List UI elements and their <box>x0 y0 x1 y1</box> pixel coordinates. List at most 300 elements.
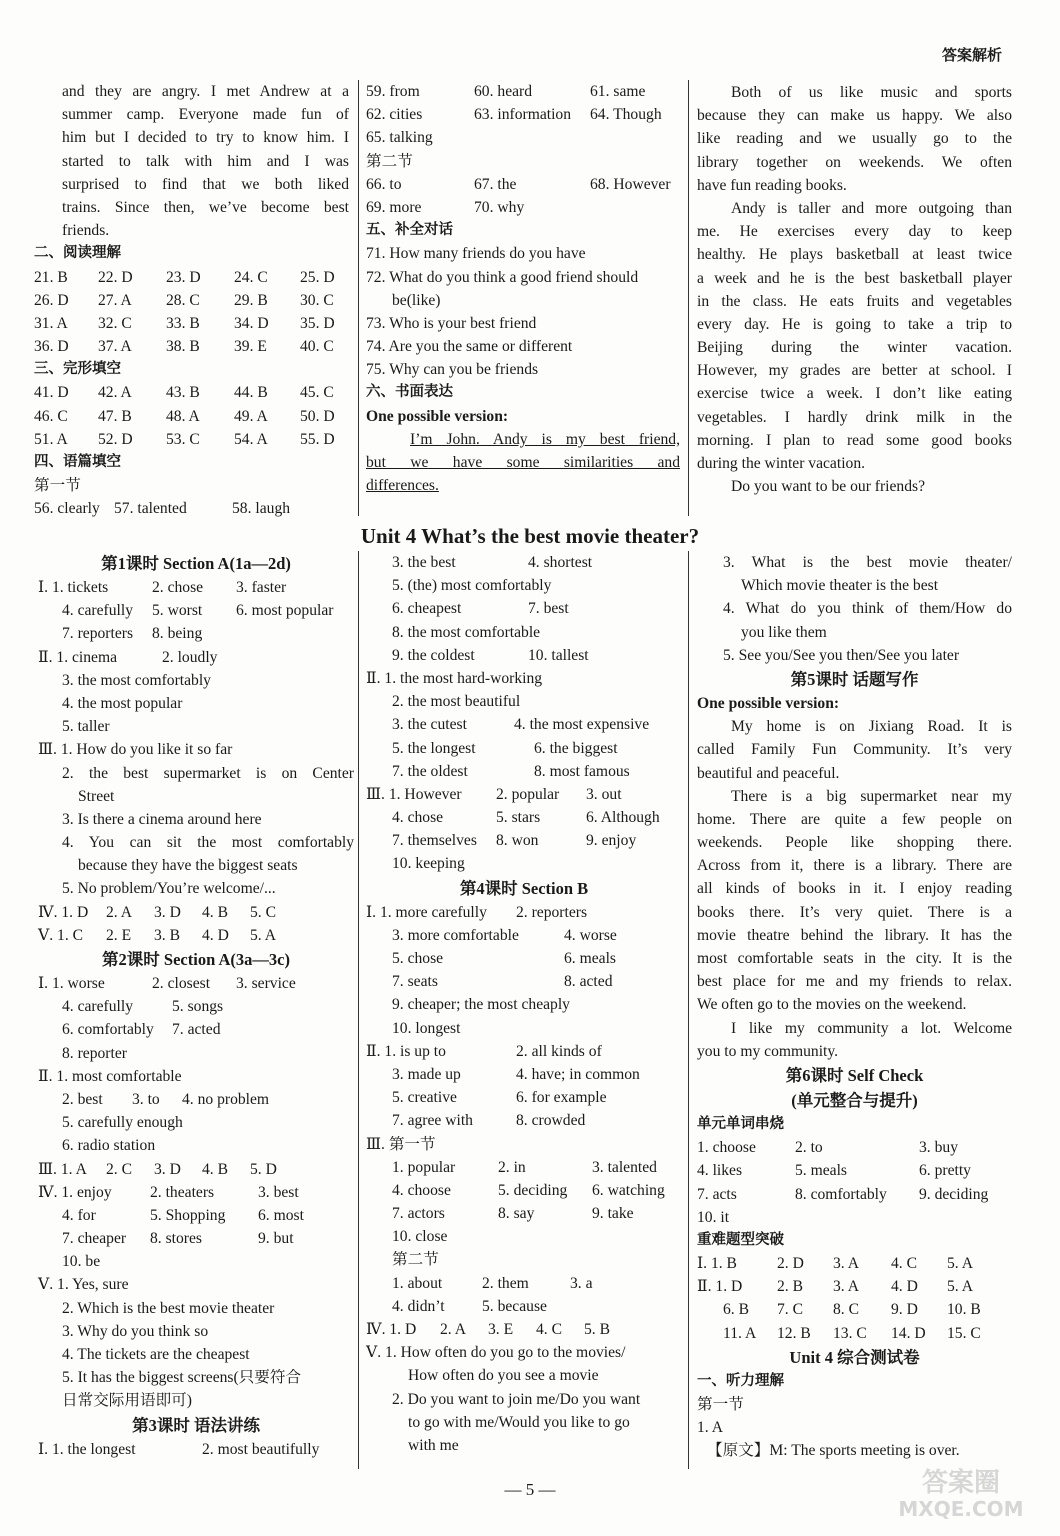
answer: 2. popular <box>496 785 560 803</box>
answer: 9. enjoy <box>586 832 637 850</box>
answer: 2. B <box>777 1278 803 1296</box>
answer: 29. B <box>234 291 268 309</box>
lesson-heading: 第4课时 Section B <box>459 878 589 898</box>
answer: 6. most <box>258 1206 304 1224</box>
lesson-column-3 <box>697 551 1012 1463</box>
answer-row <box>38 1438 354 1461</box>
answer: 10. it <box>697 1208 730 1226</box>
answer: 4. B <box>202 1160 228 1178</box>
answer: 1. popular <box>392 1158 456 1176</box>
answer: 22. D <box>98 268 133 286</box>
answer-row <box>697 1252 1012 1275</box>
answer: 2. A <box>440 1321 466 1338</box>
answer: 71. How many friends do you have <box>366 245 586 263</box>
answer: 5. Shopping <box>150 1206 226 1224</box>
text-line: started to talk with him and I was <box>62 152 349 170</box>
answer-row <box>366 901 682 924</box>
answer-row <box>38 995 354 1018</box>
answer: 3. the best <box>392 554 456 571</box>
lesson-heading: 第3课时 语法讲练 <box>132 1415 260 1435</box>
answer-row <box>366 737 682 760</box>
answer: 8. being <box>152 625 203 643</box>
answer: 2. in <box>498 1158 526 1176</box>
lesson-column-1 <box>38 551 354 1461</box>
answer: 42. A <box>98 384 132 402</box>
text-line: me. He exercises every day to keep <box>697 223 1012 241</box>
answer: 4. didn’t <box>392 1297 445 1315</box>
sub-heading: 第二节 <box>366 152 413 170</box>
answer: 3. more comfortable <box>392 926 519 944</box>
answer: 33. B <box>166 314 200 332</box>
answer: Ⅰ. 1. tickets <box>38 579 109 596</box>
answer: 40. C <box>300 338 334 356</box>
answer: 3. buy <box>919 1139 958 1157</box>
answer: 3. service <box>236 975 296 992</box>
text-line: summer camp. Everyone made fun of <box>62 106 349 124</box>
answer: Ⅴ. 1. How often do you go to the movies/ <box>366 1344 626 1362</box>
answer-row <box>38 901 354 924</box>
answer: 63. information <box>474 106 572 124</box>
answer: 2. chose <box>152 579 204 596</box>
answer-row <box>366 1179 682 1202</box>
answer: 7. acted <box>172 1021 221 1039</box>
transcript-line: 【原文】M: The sports meeting is over. <box>707 1442 960 1460</box>
essay-line: called Family Fun Community. It’s very <box>697 741 1012 759</box>
text-line: like reading and we usually go to the <box>697 130 1012 148</box>
answer: 65. talking <box>366 129 433 147</box>
essay-line: differences. <box>366 477 439 495</box>
answer: 74. Are you the same or different <box>366 338 573 356</box>
text-line: every day. He is going to take a trip to <box>697 315 1012 333</box>
essay-line: weekends. People like shopping there. <box>697 834 1012 852</box>
section-heading: 一、听力理解 <box>697 1372 784 1389</box>
answer: 4. for <box>62 1206 96 1224</box>
unit-title: Unit 4 What’s the best movie theater? <box>360 524 700 548</box>
essay-line: you to my community. <box>697 1042 839 1060</box>
column-divider <box>358 80 359 516</box>
answer-row <box>366 1202 682 1225</box>
answer: 3. a <box>570 1274 593 1292</box>
answer: 4. no problem <box>182 1090 270 1108</box>
answer: 4. C <box>536 1321 562 1338</box>
answer: 7. seats <box>392 973 438 991</box>
answer: 4. likes <box>697 1162 743 1180</box>
answer-row <box>38 576 354 599</box>
answer: 59. from <box>366 83 420 100</box>
answer: 4. D <box>891 1278 918 1296</box>
answer: 5. (the) most comfortably <box>392 577 552 595</box>
answer-row <box>366 196 680 219</box>
page-number: — 5 — <box>504 1480 556 1499</box>
answer-row <box>366 597 682 620</box>
answer-row <box>38 1088 354 1111</box>
answer: 21. B <box>34 268 68 286</box>
answer-row <box>38 622 354 645</box>
text-line: Andy is taller and more outgoing than <box>731 199 1012 217</box>
section-heading: 四、语篇填空 <box>34 454 121 470</box>
answer: 45. C <box>300 384 334 402</box>
lesson-heading: 第5课时 话题写作 <box>790 669 919 689</box>
answer-row <box>366 783 682 806</box>
answer: 28. C <box>166 291 200 309</box>
text-line: friends. <box>62 222 110 240</box>
answer: 10. keeping <box>392 855 465 873</box>
answer: 75. Why can you be friends <box>366 361 539 379</box>
version-label: One possible version: <box>697 694 840 712</box>
answer-row <box>38 1204 354 1227</box>
answer: 3. faster <box>236 579 287 596</box>
essay-line: We often go to the movies on the weekend. <box>697 996 967 1014</box>
answer: 37. A <box>98 338 132 356</box>
answer: 9. but <box>258 1230 294 1248</box>
answer: How often do you see a movie <box>408 1367 599 1385</box>
answer-row <box>366 103 680 126</box>
section-heading: 二、阅读理解 <box>34 245 121 262</box>
answer: 23. D <box>166 268 201 286</box>
answer: 24. C <box>234 268 268 286</box>
answer: Ⅱ. 1. D <box>697 1278 743 1296</box>
answer: 43. B <box>166 384 200 402</box>
answer: 50. D <box>300 407 335 425</box>
answer: 12. B <box>777 1324 811 1342</box>
column-divider <box>688 80 689 516</box>
answer: 8. acted <box>564 973 613 991</box>
answer: 7. cheaper <box>62 1230 127 1248</box>
answer: Ⅴ. 1. C <box>38 926 84 944</box>
answer: Ⅲ. 1. However <box>366 785 462 803</box>
answer: Ⅴ. 1. Yes, sure <box>38 1276 129 1294</box>
answer: 3. out <box>586 785 622 803</box>
answer: Which movie theater is the best <box>741 577 939 595</box>
answer: 55. D <box>300 430 335 448</box>
section-heading: 单元单词串烧 <box>697 1115 784 1132</box>
answer: 26. D <box>34 291 69 309</box>
answer: because they have the biggest seats <box>78 857 298 875</box>
answer: 11. A <box>723 1324 757 1342</box>
answer: 25. D <box>300 268 335 286</box>
text-line: during the winter vacation. <box>697 455 866 472</box>
answer: 5. C <box>250 903 276 921</box>
answer: 6. B <box>723 1301 749 1319</box>
version-label: One possible version: <box>366 407 509 425</box>
answer: 7. C <box>777 1301 803 1319</box>
essay-line: beautiful and peaceful. <box>697 764 840 782</box>
answer: Ⅰ. 1. worse <box>38 975 105 992</box>
answer: 7. themselves <box>392 832 477 850</box>
answer: Ⅳ. 1. D <box>366 1321 417 1338</box>
essay-line: movie theatre behind the library. It has the <box>697 926 1012 944</box>
answer: 62. cities <box>366 106 423 124</box>
text-line: have fun reading books. <box>697 176 847 194</box>
answer: 2. best <box>62 1090 103 1108</box>
answer: 72. What do you think a good friend should <box>366 268 639 286</box>
answer-row <box>697 1298 1012 1321</box>
lesson-heading: 第1课时 Section A(1a—2d) <box>101 554 291 573</box>
answer-row <box>366 1063 682 1086</box>
answer: 14. D <box>891 1324 926 1342</box>
answer: 1. choose <box>697 1139 756 1157</box>
lesson-subheading: (单元整合与提升) <box>791 1090 918 1110</box>
answer: 8. reporter <box>62 1044 127 1062</box>
answer: 5. the longest <box>392 739 476 757</box>
text-line: Both of us like music and sports <box>731 84 1012 101</box>
answer: 10. be <box>62 1253 101 1271</box>
answer: 5. It has the biggest screens(只要符合 <box>62 1369 302 1387</box>
answer: 9. take <box>592 1205 634 1223</box>
answer: 3. talented <box>592 1158 657 1176</box>
text-line: Do you want to be our friends? <box>731 478 926 496</box>
answer: you like them <box>741 623 827 641</box>
answer: Ⅰ. 1. the longest <box>38 1440 136 1458</box>
answer-row <box>366 760 682 783</box>
answer: 5. A <box>947 1255 973 1273</box>
answer-row <box>34 312 349 335</box>
answer: 8. most famous <box>534 762 630 780</box>
answer: 8. crowded <box>516 1112 586 1130</box>
answer: 5. carefully enough <box>62 1114 183 1132</box>
answer: 56. clearly <box>34 500 100 518</box>
answer: 1. A <box>697 1419 723 1437</box>
answer-row <box>38 924 354 947</box>
answer: Ⅲ. 1. How do you like it so far <box>38 741 233 759</box>
answer: 3. the cutest <box>392 716 467 734</box>
answer-row <box>38 1018 354 1041</box>
text-line: him but I decided to try to know him. I <box>62 129 349 147</box>
section-heading: 五、补全对话 <box>366 222 453 239</box>
answer: to go with me/Would you like to go <box>408 1413 630 1431</box>
answer: 3. A <box>833 1255 859 1273</box>
text-line: healthy. He plays basketball at least twice <box>697 246 1012 264</box>
essay-line: but we have some similarities and <box>366 454 680 471</box>
answer: 64. Though <box>590 106 662 124</box>
answer: 5. B <box>584 1321 610 1338</box>
answer: 48. A <box>166 407 200 425</box>
essay-line: Across from it, there is a library. There are <box>697 857 1012 875</box>
answer: 46. C <box>34 407 68 425</box>
answer: 36. D <box>34 338 69 356</box>
answer: 5. taller <box>62 718 110 736</box>
answer: 6. pretty <box>919 1162 971 1180</box>
answer: 66. to <box>366 175 402 193</box>
answer-row <box>697 1322 1012 1345</box>
section-heading: 六、书面表达 <box>366 384 453 401</box>
answer: 58. laugh <box>232 500 291 518</box>
answer: 日常交际用语即可) <box>62 1392 192 1410</box>
answer: 41. D <box>34 384 69 402</box>
answer-row <box>366 1156 682 1179</box>
answer-row <box>366 947 682 970</box>
answer-row <box>38 1227 354 1250</box>
answer: 2. Which is the best movie theater <box>62 1299 275 1317</box>
answer: 54. A <box>234 430 268 448</box>
answer: 5. songs <box>172 998 224 1016</box>
answer-row <box>366 829 682 852</box>
top-left-column <box>34 80 349 521</box>
answer: 5. deciding <box>498 1181 568 1199</box>
text-line: library together on weekends. We often <box>697 153 1012 171</box>
answer: 2. D <box>777 1255 804 1273</box>
answer: 73. Who is your best friend <box>366 314 537 332</box>
answer: 68. However <box>590 175 671 193</box>
answer-row <box>34 266 349 289</box>
answer: 67. the <box>474 175 517 193</box>
answer: 2. theaters <box>150 1183 215 1201</box>
answer-row <box>366 924 682 947</box>
column-divider <box>688 551 689 1469</box>
answer: 49. A <box>234 407 268 425</box>
answer: 10. close <box>392 1228 448 1246</box>
essay-line: My home is on Jixiang Road. It is <box>731 718 1012 736</box>
answer: 3. E <box>488 1321 514 1338</box>
answer: Ⅲ. 1. A <box>38 1160 87 1178</box>
answer: 5. A <box>947 1278 973 1296</box>
answer: 2. reporters <box>516 903 588 921</box>
answer: Ⅰ. 1. B <box>697 1255 737 1273</box>
answer: 6. comfortably <box>62 1021 154 1039</box>
answer: 69. more <box>366 198 422 216</box>
answer: 5. chose <box>392 950 444 967</box>
answer: 8. comfortably <box>795 1185 887 1203</box>
page-header: 答案解析 <box>941 46 1002 64</box>
answer: 2. most beautifully <box>202 1440 320 1458</box>
answer: 61. same <box>590 83 646 100</box>
answer: 2. E <box>106 926 132 944</box>
text-line: vegetables. I hardly drink milk in the <box>697 408 1012 426</box>
answer: with me <box>408 1436 459 1454</box>
text-line: and they are angry. I met Andrew at a <box>62 83 349 100</box>
answer-row <box>697 1183 1012 1206</box>
text-line: because they can make us happy. We also <box>697 107 1012 125</box>
answer: Ⅳ. 1. D <box>38 903 89 921</box>
watermark-url: MXQE.COM <box>898 1497 1024 1521</box>
answer: 39. E <box>234 338 267 356</box>
sub-heading: 第一节 <box>697 1396 744 1413</box>
answer-row <box>366 806 682 829</box>
top-middle-column <box>366 80 680 497</box>
answer: 1. about <box>392 1274 443 1292</box>
answer: 51. A <box>34 430 68 448</box>
essay-line: best place for me and my friends to relax. <box>697 973 1012 991</box>
answer: 57. talented <box>114 500 187 518</box>
text-line: trains. Since then, we’ve become best <box>62 198 349 216</box>
answer: 6. watching <box>592 1181 665 1199</box>
answer: 5. worst <box>152 602 203 620</box>
answer: 6. radio station <box>62 1137 156 1155</box>
test-heading: Unit 4 综合测试卷 <box>789 1347 920 1367</box>
answer: 4. have; in common <box>516 1065 640 1083</box>
answer: 9. deciding <box>919 1185 989 1203</box>
answer: 3. A <box>833 1278 859 1296</box>
lesson-heading: 第2课时 Section A(3a—3c) <box>102 950 290 969</box>
answer-row <box>366 713 682 736</box>
answer: 70. why <box>474 198 525 216</box>
essay-line: home. There are quite a few people on <box>697 810 1012 828</box>
text-line: a week and he is the best basketball player <box>697 269 1012 287</box>
answer: 5. See you/See you then/See you later <box>723 646 960 664</box>
top-right-column <box>697 81 1012 498</box>
essay-line: books there. It’s very quiet. There is a <box>697 903 1012 921</box>
lesson-column-2 <box>366 551 682 1457</box>
answer-row <box>38 1158 354 1181</box>
answer: 47. B <box>98 407 132 425</box>
answer: 27. A <box>98 291 132 309</box>
answer: 34. D <box>234 314 269 332</box>
answer: 5. No problem/You’re welcome/... <box>62 880 276 898</box>
answer: 6. cheapest <box>392 600 462 618</box>
answer: Ⅳ. 1. enjoy <box>38 1183 112 1201</box>
answer: 2. loudly <box>162 648 218 666</box>
answer: 31. A <box>34 314 68 332</box>
answer: 4. shortest <box>528 554 593 571</box>
answer: Ⅱ. 1. the most hard-working <box>366 669 543 687</box>
answer-row <box>34 405 349 428</box>
answer-row <box>697 1136 1012 1159</box>
answer: 44. B <box>234 384 268 402</box>
answer-row <box>366 1295 682 1318</box>
answer-row <box>38 646 354 669</box>
answer: 5. stars <box>496 809 541 827</box>
answer: 6. the biggest <box>534 739 618 757</box>
answer-row <box>366 173 680 196</box>
answer: Ⅰ. 1. more carefully <box>366 903 487 921</box>
answer-row <box>366 644 682 667</box>
answer: 7. reporters <box>62 625 134 643</box>
answer-row <box>366 970 682 993</box>
answer: 9. D <box>891 1301 918 1319</box>
section-heading: 三、完形填空 <box>34 361 121 378</box>
answer: 3. the most comfortably <box>62 671 211 689</box>
essay-line: all kinds of books in it. I enjoy reading <box>697 880 1012 898</box>
sub-heading: 第一节 <box>34 477 81 495</box>
answer-row <box>34 381 349 404</box>
answer: 13. C <box>833 1324 867 1342</box>
answer: 5. meals <box>795 1162 847 1180</box>
answer: 7. actors <box>392 1205 445 1223</box>
answer: 9. the coldest <box>392 646 475 664</box>
answer: 6. meals <box>564 950 616 967</box>
text-line: in the class. He eats fruits and vegetables <box>697 292 1012 310</box>
answer: 9. cheaper; the most cheaply <box>392 996 570 1014</box>
essay-line: most comfortable seats in the city. It is the <box>697 950 1012 967</box>
text-line: morning. I plan to read some good books <box>697 431 1012 449</box>
answer: 35. D <box>300 314 335 332</box>
answer: 32. C <box>98 314 132 332</box>
answer: 8. stores <box>150 1230 202 1248</box>
answer: 6. most popular <box>236 602 334 620</box>
sub-heading: 第二节 <box>392 1251 439 1269</box>
answer: 3. made up <box>392 1065 461 1083</box>
answer: 2. C <box>106 1160 132 1178</box>
answer: 4. the most expensive <box>514 716 650 734</box>
answer: 10. B <box>947 1301 981 1319</box>
answer: 3. What is the best movie theater/ <box>723 554 1012 571</box>
answer: 8. the most comfortable <box>392 623 541 641</box>
answer: Ⅱ. 1. most comfortable <box>38 1067 182 1085</box>
essay-line: I’m John. Andy is my best friend, <box>410 430 680 448</box>
answer: 6. Although <box>586 809 660 827</box>
column-divider <box>358 551 359 1469</box>
answer: 4. The tickets are the cheapest <box>62 1346 250 1363</box>
answer: 2. A <box>106 903 132 921</box>
answer: Street <box>78 787 115 805</box>
answer-row <box>366 551 682 574</box>
answer: 7. acts <box>697 1185 737 1203</box>
text-line: surprised to find that we both liked <box>62 175 349 193</box>
answer: 3. Why do you think so <box>62 1322 209 1340</box>
answer: 5. because <box>482 1297 547 1315</box>
answer: 4. What do you think of them/How do <box>723 600 1012 618</box>
sub-heading: Ⅲ. 第一节 <box>366 1135 436 1153</box>
